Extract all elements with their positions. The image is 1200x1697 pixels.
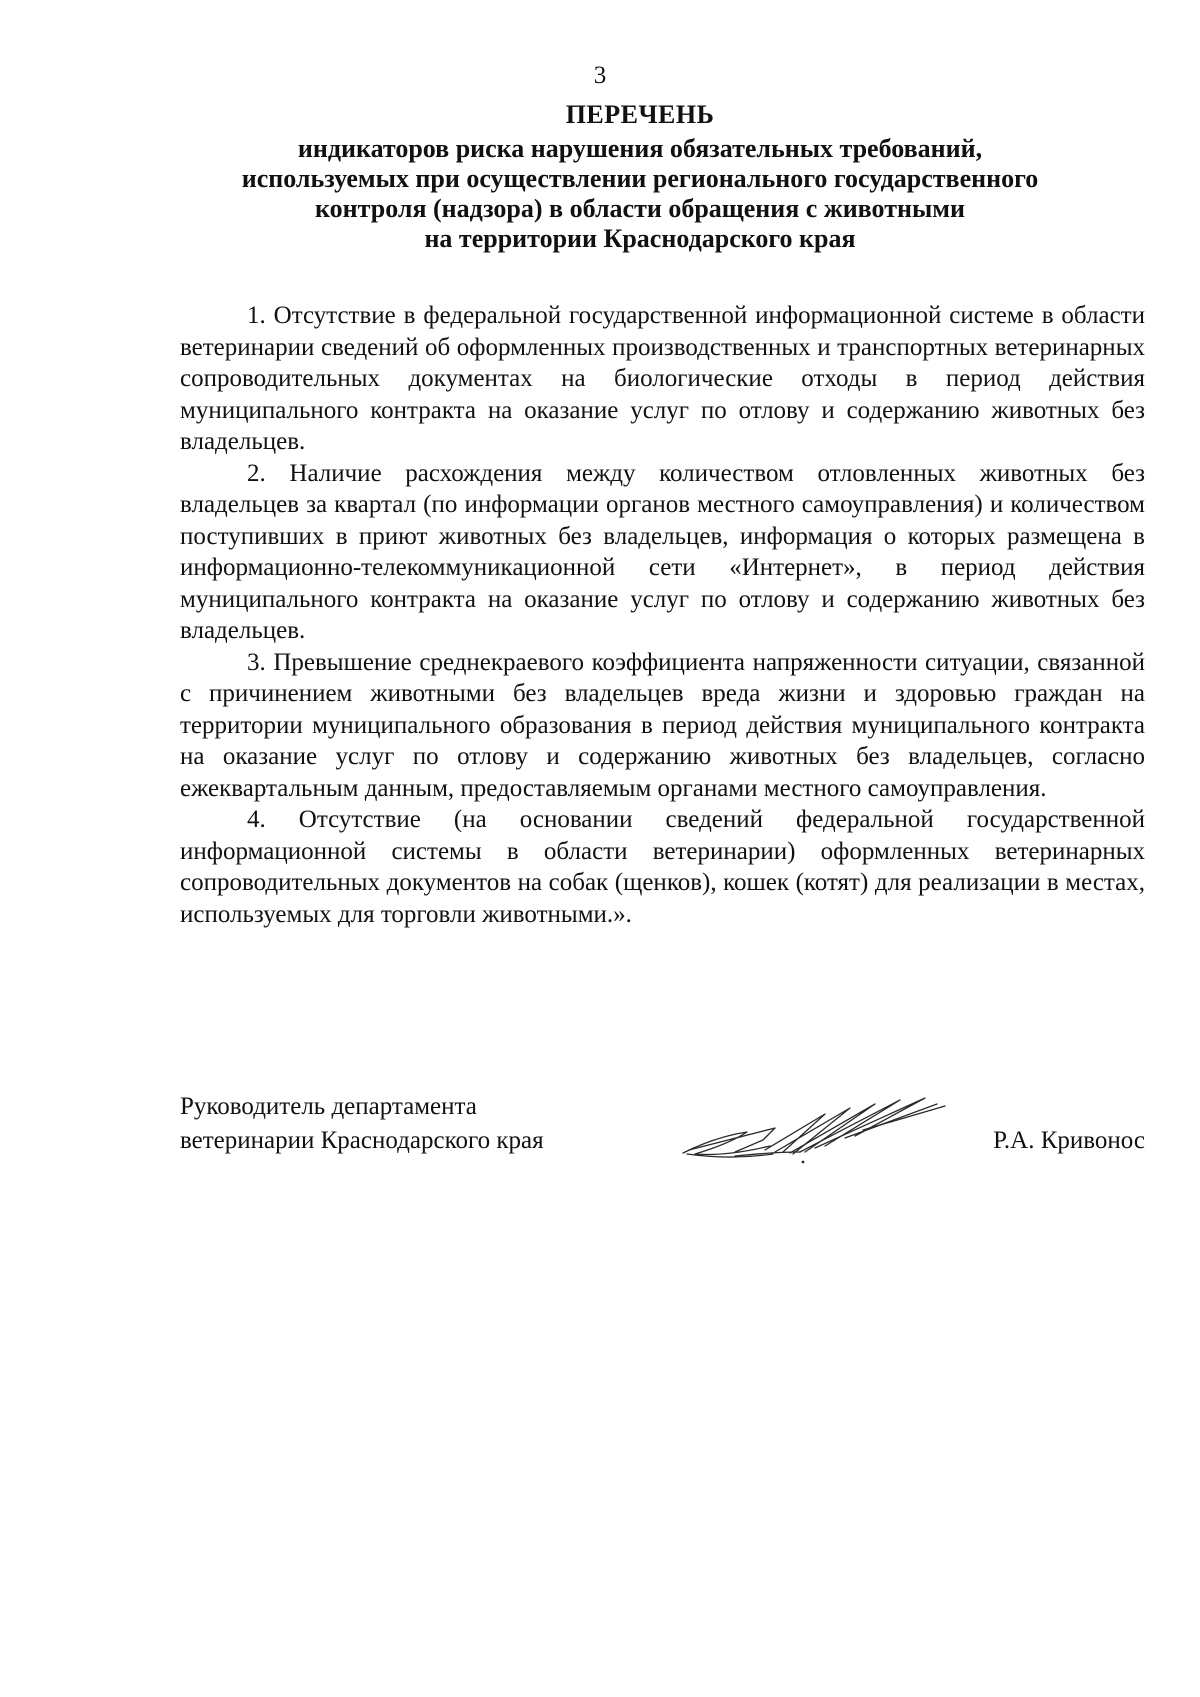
handwritten-signature xyxy=(675,1090,965,1180)
signer-position-line: ветеринарии Краснодарского края xyxy=(180,1127,544,1154)
list-item-1: 1. Отсутствие в федеральной государственной информационной системе в области ветеринарии сведений об оформленных производственных и транспортных ветеринарных сопроводительных документах на биологические отходы в период действия муниципального контракта на оказание услуг по отлову и содержанию животных без владельцев. xyxy=(180,302,1145,455)
signature-block xyxy=(180,1090,1145,1190)
signer-position xyxy=(180,1090,620,1158)
document-title xyxy=(180,100,1100,254)
signer-position-line: Руководитель департамента xyxy=(180,1093,477,1120)
title-line: на территории Краснодарского края xyxy=(424,224,856,253)
title-heading: ПЕРЕЧЕНЬ xyxy=(565,100,715,129)
list-item-4: 4. Отсутствие (на основании сведений федеральной государственной информационной системы в области ветеринарии) оформленных ветеринарных сопроводительных документов на собак (щенков), кошек (котят) для реализации в местах, используемых для торговли животными.». xyxy=(180,806,1145,928)
title-line: используемых при осуществлении регионального государственного xyxy=(241,164,1039,193)
list-item-2: 2. Наличие расхождения между количеством отловленных животных без владельцев за квартал (по информации органов местного самоуправления) и количеством поступивших в приют животных без владельцев, информация о которых размещена в информационно-телекоммуникационной сети «Интернет», в период действия муниципального контракта на оказание услуг по отлову и содержанию животных без владельцев. xyxy=(180,459,1145,644)
page-number: 3 xyxy=(593,62,607,89)
signer-name: Р.А. Кривонос xyxy=(993,1127,1145,1154)
document-body xyxy=(180,300,1145,930)
title-line: контроля (надзора) в области обращения с животными xyxy=(315,194,965,223)
list-item-3: 3. Превышение среднекраевого коэффициента напряженности ситуации, связанной с причинением животными без владельцев вреда жизни и здоровью граждан на территории муниципального образования в период действия муниципального контракта на оказание услуг по отлову и содержанию животных без владельцев, согласно ежеквартальным данным, предоставляемым органами местного самоуправления. xyxy=(180,648,1145,802)
title-line: индикаторов риска нарушения обязательных требований, xyxy=(297,134,983,163)
